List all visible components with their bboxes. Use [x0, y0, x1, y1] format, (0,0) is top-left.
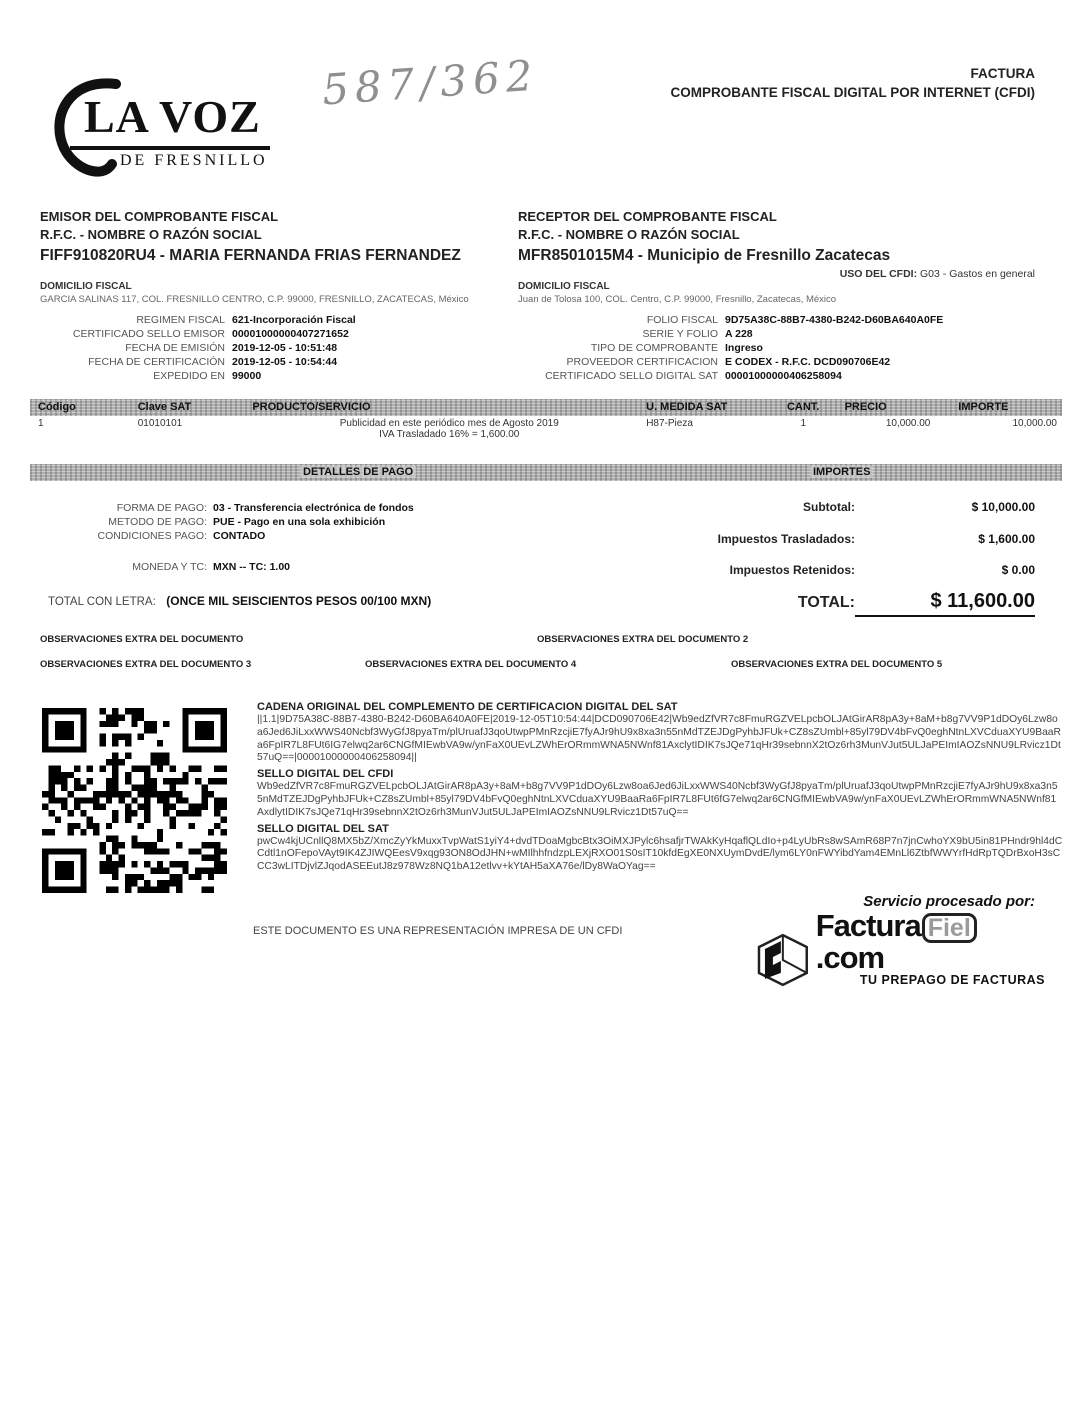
brand-fiel: Fiel [922, 913, 977, 943]
importes-bar-title: IMPORTES [810, 466, 873, 478]
col-importe: IMPORTE [958, 401, 1009, 413]
observaciones-4: OBSERVACIONES EXTRA DEL DOCUMENTO 4 [365, 659, 577, 670]
payment-bar-title: DETALLES DE PAGO [300, 466, 416, 478]
receptor-domicilio: Juan de Tolosa 100, COL. Centro, C.P. 99000, Fresnillo, Zacatecas, México [518, 294, 837, 305]
col-clave-sat: Clave SAT [137, 401, 192, 413]
brand-com: .com [815, 940, 885, 975]
field-row: TIPO DE COMPROBANTE Ingreso [590, 342, 763, 354]
observaciones-1: OBSERVACIONES EXTRA DEL DOCUMENTO [40, 634, 244, 645]
emisor-fields [40, 313, 510, 383]
field-row: REGIMEN FISCAL 621-Incorporación Fiscal [136, 314, 356, 326]
logo-subtitle: DE FRESNILLO [120, 152, 268, 169]
field-row: CERTIFICADO SELLO EMISOR 00001000000407271652 [72, 328, 349, 340]
cadena-title: CADENA ORIGINAL DEL COMPLEMENTO DE CERTIFICACION DIGITAL DEL SAT [257, 701, 678, 713]
field-row: EXPEDIDO EN 99000 [153, 370, 262, 382]
brand-tagline: TU PREPAGO DE FACTURAS [859, 973, 1045, 987]
brand-factura: Factura [815, 908, 921, 943]
logo-title: LA VOZ [84, 91, 261, 142]
total-letra-row [48, 592, 648, 610]
payment-row: CONDICIONES PAGO: CONTADO [97, 530, 266, 542]
facturafiel-logo [755, 908, 1045, 987]
field-row: FECHA DE CERTIFICACIÓN 2019-12-05 - 10:54:44 [88, 356, 338, 368]
cadena-text: ||1.1|9D75A38C-88B7-4380-B242-D60BA640A0FE|2019-12-05T10:54:44|DCD090706E42|Wb9edZfVR7c8FmuRGZVELpcbOLJAtGirAR8pA3y+8aM+b8g7VV9P1dDOy6Lzw8oa6Jed6JiLxxWWS40Ncbf3WyGfJ8pyaTm/plUruafJ3qoUtwpPMnRzcjiE7fyAJr9hU9x8xa3n55nMdTZEJDgPyhbJFUk+CZ8sZUmbl+85yl79DV4bFvQ0eghNtnLXVCduaXYU9BaaRa6FpIR7L8FUt6IG7elwq2ar6CNGfMIEwbVA9w/ynFaX0UEvLZWhErORmmWNA5NWnf81AxclytIDIK7sJQe71qHr39sebnnX2tOz6rh3MunVJut5ULJaPEImIAOZsNNU9LRvicz1Dt57uQ==|00001000000406258094|| [257, 714, 1061, 764]
doc-subtitle: COMPROBANTE FISCAL DIGITAL POR INTERNET (CFDI) [670, 85, 1035, 100]
col-codigo: Código [38, 401, 76, 413]
doc-type: FACTURA [970, 66, 1035, 81]
item-row [30, 418, 1062, 440]
observaciones-5: OBSERVACIONES EXTRA DEL DOCUMENTO 5 [731, 659, 943, 670]
emisor-title: EMISOR DEL COMPROBANTE FISCAL [40, 209, 279, 224]
payment-section-bar [30, 464, 1062, 481]
seals-section [257, 700, 1063, 874]
receptor-name: MFR8501015M4 - Municipio de Fresnillo Zacatecas [518, 247, 891, 264]
col-cant: CANT. [786, 401, 820, 413]
item-clave-sat: 01010101 [137, 418, 183, 429]
handwritten-folio: 587/362 [320, 50, 540, 115]
field-row: FECHA DE EMISIÓN 2019-12-05 - 10:51:48 [125, 342, 338, 354]
logo-underline [70, 146, 270, 150]
items-table-body [30, 418, 1062, 440]
item-codigo: 1 [38, 418, 44, 429]
field-row: PROVEEDOR CERTIFICACION E CODEX - R.F.C. DCD090706E42 [566, 356, 891, 368]
emisor-section [40, 208, 510, 383]
grand-total-label: TOTAL: [797, 594, 855, 611]
totals-row: Impuestos Trasladados: $ 1,600.00 [717, 532, 1035, 546]
field-row: CERTIFICADO SELLO DIGITAL SAT 00001000000406258094 [545, 370, 842, 382]
sello-sat-text: pwCw4kjUCnllQ8MX5bZ/XmcZyYkMuxxTvpWatS1yiY4+dvdTDoaMgbcBtx3OiMXJPylc6hsafjrTWAkKyHqaflQLdIo+p4LyUbRs8wSAmR68P7n7jnCwhoYX9bU5in81PHndr9hl4dCCdtl1nOFepoVAyt9IK4ZJIWQEesV9xqg93ON8OdJHN+wMIlhhfndzpLEXjRXO01S0sIT10kfdEgXE0NXUymDvdE/lym6LY0nFWYibdYam4EMnLl6ZtbfWWYrfHdRpTQDrBxoH3sCCC3wLITDjvlZJqodASEEutJ8z978Wz8NQ1bA12etlvv+kYtAH5aXA76e/lDy8WaOYag== [257, 835, 1063, 873]
payment-row: MONEDA Y TC: MXN -- TC: 1.00 [132, 561, 291, 573]
receptor-rfc-label: R.F.C. - NOMBRE O RAZÓN SOCIAL [518, 227, 740, 242]
item-cant: 1 [800, 418, 807, 429]
sello-cfdi-text: Wb9edZfVR7c8FmuRGZVELpcbOLJAtGirAR8pA3y+8aM+b8g7VV9P1dDOy6Lzw8oa6Jed6JiLxxWWS40Ncbf3WyGfJ8pyaTm/plUruafJ3qoUtwpPMnRzcjiE7fyAJr9hU9x8xa3n55nMdTZEJDgPyhbJFUk+CZ8sZUmbl+85yl79DV4bFvQ0eghNtnLXVCduaXYU9BaaRa6FpIR7L8FUt6fG7elwq2ar6CNGfMIEwbVA9w/ynFaX0UEvLZWhErORmmWNA5NWnf81AxdlytIDIK7sJQe71qHr39sebnnX2tOz6rh3MunVJut5ULJaPEImIAOZsNNU9LRvicz1Dt57uQ== [257, 781, 1058, 818]
lavoz-logo [46, 76, 286, 176]
items-header-row [30, 399, 1062, 413]
col-umedida: U. MEDIDA SAT [646, 401, 728, 413]
item-umedida: H87-Pieza [646, 418, 693, 429]
emisor-domicilio: GARCIA SALINAS 117, COL. FRESNILLO CENTRO, C.P. 99000, FRESNILLO, ZACATECAS, México [40, 294, 469, 305]
payment-row: METODO DE PAGO: PUE - Pago en una sola exhibición [108, 516, 386, 528]
observaciones-2: OBSERVACIONES EXTRA DEL DOCUMENTO 2 [537, 634, 749, 645]
field-row: SERIE Y FOLIO A 228 [642, 328, 753, 340]
total-letra-value: (ONCE MIL SEISCIENTOS PESOS 00/100 MXN) [166, 594, 432, 608]
qr-code [42, 708, 227, 893]
uso-cfdi-label: USO DEL CFDI: [839, 268, 918, 280]
item-producto-line1: Publicidad en este periódico mes de Agosto 2019 [339, 418, 559, 429]
sello-cfdi-title: SELLO DIGITAL DEL CFDI [257, 768, 394, 781]
col-producto: PRODUCTO/SERVICIO [252, 401, 371, 413]
facturafiel-cube-icon [755, 933, 811, 987]
totals-row: Subtotal: $ 10,000.00 [803, 500, 1035, 514]
cfdi-disclaimer: ESTE DOCUMENTO ES UNA REPRESENTACIÓN IMPRESA DE UN CFDI [253, 925, 623, 937]
totals-section [620, 500, 1035, 617]
payment-row: FORMA DE PAGO: 03 - Transferencia electrónica de fondos [116, 502, 414, 514]
item-producto-line2: IVA Trasladado 16% = 1,600.00 [379, 429, 520, 440]
field-row: FOLIO FISCAL 9D75A38C-88B7-4380-B242-D60BA640A0FE [646, 314, 944, 326]
items-table-header [30, 399, 1062, 416]
emisor-domicilio-label: DOMICILIO FISCAL [40, 281, 132, 292]
receptor-title: RECEPTOR DEL COMPROBANTE FISCAL [518, 209, 777, 224]
item-producto [252, 418, 646, 440]
sello-sat-title: SELLO DIGITAL DEL SAT [257, 822, 389, 835]
observaciones-3: OBSERVACIONES EXTRA DEL DOCUMENTO 3 [40, 659, 252, 670]
emisor-name: FIFF910820RU4 - MARIA FERNANDA FRIAS FERNANDEZ [40, 247, 461, 264]
payment-details [40, 501, 540, 574]
uso-cfdi-value: G03 - Gastos en general [920, 268, 1035, 280]
uso-cfdi [518, 268, 1035, 280]
document-title [600, 64, 1035, 102]
receptor-section [518, 208, 1035, 383]
emisor-rfc-label: R.F.C. - NOMBRE O RAZÓN SOCIAL [40, 227, 262, 242]
grand-total-value: $ 11,600.00 [855, 590, 1035, 617]
receptor-domicilio-label: DOMICILIO FISCAL [518, 281, 610, 292]
processed-by: Servicio procesado por: [863, 893, 1035, 910]
item-precio: 10,000.00 [885, 418, 931, 429]
grand-total-row [620, 590, 1035, 617]
total-letra-label: TOTAL CON LETRA: [48, 596, 156, 608]
totals-row: Impuestos Retenidos: $ 0.00 [729, 563, 1035, 577]
col-precio: PRECIO [844, 401, 887, 413]
receptor-fields [518, 313, 1035, 383]
item-importe: 10,000.00 [1012, 418, 1057, 429]
